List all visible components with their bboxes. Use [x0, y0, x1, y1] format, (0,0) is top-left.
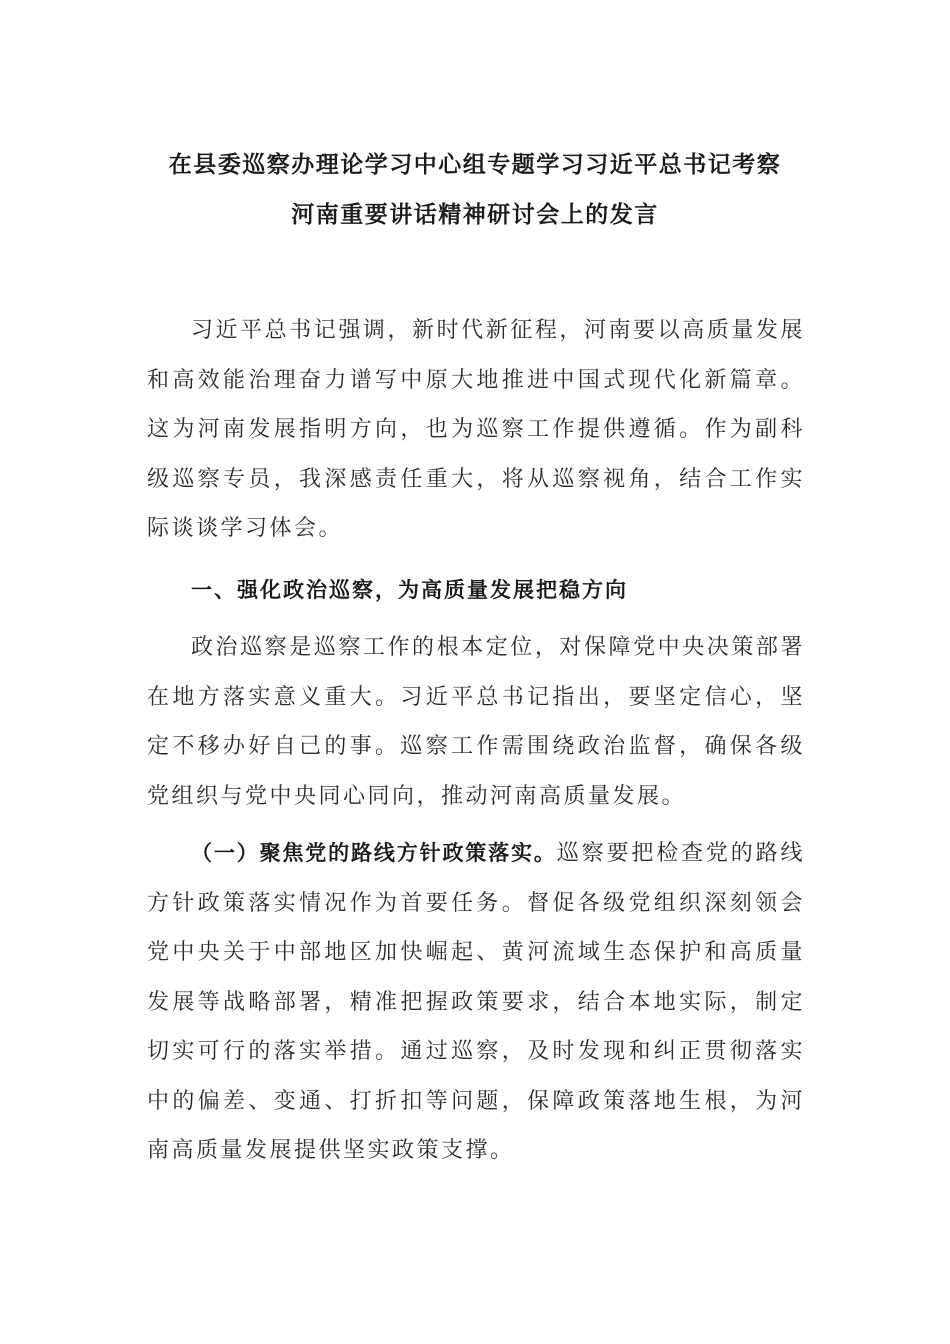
subsection-1-paragraph [147, 829, 805, 1176]
section-1-paragraph: 政治巡察是巡察工作的根本定位，对保障党中央决策部署在地方落实意义重大。习近平总书记指出，要坚定信心，坚定不移办好自己的事。巡察工作需围绕政治监督，确保各级党组织与党中央同心同向，推动河南高质量发展。 [147, 635, 805, 809]
section-1-heading: 一、强化政治巡察，为高质量发展把稳方向 [191, 577, 628, 602]
document-title-line-2: 河南重要讲话精神研讨会上的发言 [291, 202, 659, 228]
document-title-line-1: 在县委巡察办理论学习中心组专题学习习近平总书记考察 [168, 152, 782, 178]
document-body [147, 306, 805, 1176]
subsection-1-lead: （一）聚焦党的路线方针政策落实。 [191, 841, 557, 865]
intro-paragraph: 习近平总书记强调，新时代新征程，河南要以高质量发展和高效能治理奋力谱写中原大地推进中国式现代化新篇章。这为河南发展指明方向，也为巡察工作提供遵循。作为副科级巡察专员，我深感责任重大，将从巡察视角，结合工作实际谈谈学习体会。 [147, 318, 805, 541]
subsection-1-body: 巡察要把检查党的路线方针政策落实情况作为首要任务。督促各级党组织深刻领会党中央关于中部地区加快崛起、黄河流域生态保护和高质量发展等战略部署，精准把握政策要求，结合本地实际，制定切实可行的落实举措。通过巡察，及时发现和纠正贯彻落实中的偏差、变通、打折扣等问题，保障政策落地生根，为河南高质量发展提供坚实政策支撑。 [147, 841, 805, 1163]
